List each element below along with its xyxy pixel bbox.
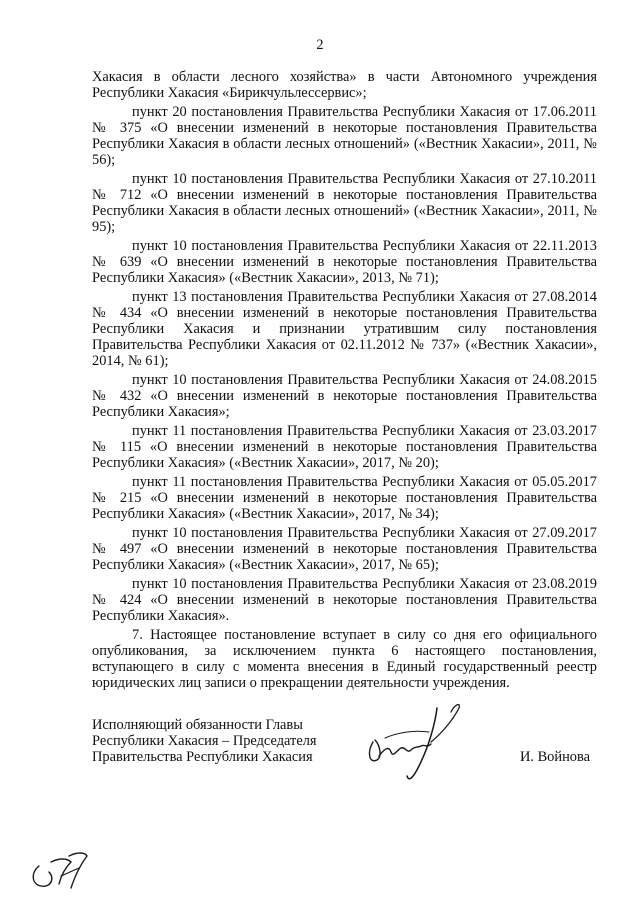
signatory-title-line: Исполняющий обязанности Главы — [92, 717, 303, 733]
signatory-title — [92, 717, 352, 765]
page-number: 2 — [316, 37, 324, 53]
paragraph-clause-7: 7. Настоящее постановление вступает в силу со дня его официального опубликования, за исключением пункта 6 настоящего постановления, вступающего в силу с момента внесения в Единый государственный реестр юридических лиц записи о прекращении деятельности учреждения. — [92, 627, 597, 691]
paragraph-item: пункт 11 постановления Правительства Республики Хакасия от 23.03.2017 № 115 «О внесении изменений в некоторые постановления Правительства Республики Хакасия» («Вестник Хакасии», 2017, № 20); — [92, 423, 597, 471]
paragraph-item: пункт 11 постановления Правительства Республики Хакасия от 05.05.2017 № 215 «О внесении изменений в некоторые постановления Правительства Республики Хакасия» («Вестник Хакасии», 2017, № 34); — [92, 474, 597, 522]
handwritten-initials-icon — [25, 838, 95, 898]
signer-name: И. Войнова — [520, 749, 590, 765]
signatory-title-line: Правительства Республики Хакасия — [92, 749, 313, 765]
paragraph-continuation: Хакасия в области лесного хозяйства» в части Автономного учреждения Республики Хакасия «Бирикчульлессервис»; — [92, 69, 597, 101]
paragraph-item: пункт 10 постановления Правительства Республики Хакасия от 27.10.2011 № 712 «О внесении изменений в некоторые постановления Правительства Республики Хакасия в области лесных отношений» («Вестник Хакасии», 2011, № 95); — [92, 171, 597, 235]
paragraph-item: пункт 10 постановления Правительства Республики Хакасия от 24.08.2015 № 432 «О внесении изменений в некоторые постановления Правительства Республики Хакасия»; — [92, 372, 597, 420]
signatory-title-line: Республики Хакасия – Председателя — [92, 733, 317, 749]
paragraph-item: пункт 20 постановления Правительства Республики Хакасия от 17.06.2011 № 375 «О внесении изменений в некоторые постановления Правительства Республики Хакасия в области лесных отношений» («Вестник Хакасии», 2011, № 56); — [92, 104, 597, 168]
paragraph-item: пункт 10 постановления Правительства Республики Хакасия от 27.09.2017 № 497 «О внесении изменений в некоторые постановления Правительства Республики Хакасия» («Вестник Хакасии», 2017, № 65); — [92, 525, 597, 573]
body-text — [92, 69, 597, 694]
paragraph-item: пункт 10 постановления Правительства Республики Хакасия от 22.11.2013 № 639 «О внесении изменений в некоторые постановления Правительства Республики Хакасия» («Вестник Хакасии», 2013, № 71); — [92, 238, 597, 286]
paragraph-item: пункт 13 постановления Правительства Республики Хакасия от 27.08.2014 № 434 «О внесении изменений в некоторые постановления Правительства Республики Хакасия и признании утратившим силу постановления Правительства Республики Хакасия от 02.11.2012 № 737» («Вестник Хакасии», 2014, № 61); — [92, 289, 597, 369]
handwritten-signature-icon — [355, 690, 475, 790]
paragraph-item: пункт 10 постановления Правительства Республики Хакасия от 23.08.2019 № 424 «О внесении изменений в некоторые постановления Правительства Республики Хакасия». — [92, 576, 597, 624]
